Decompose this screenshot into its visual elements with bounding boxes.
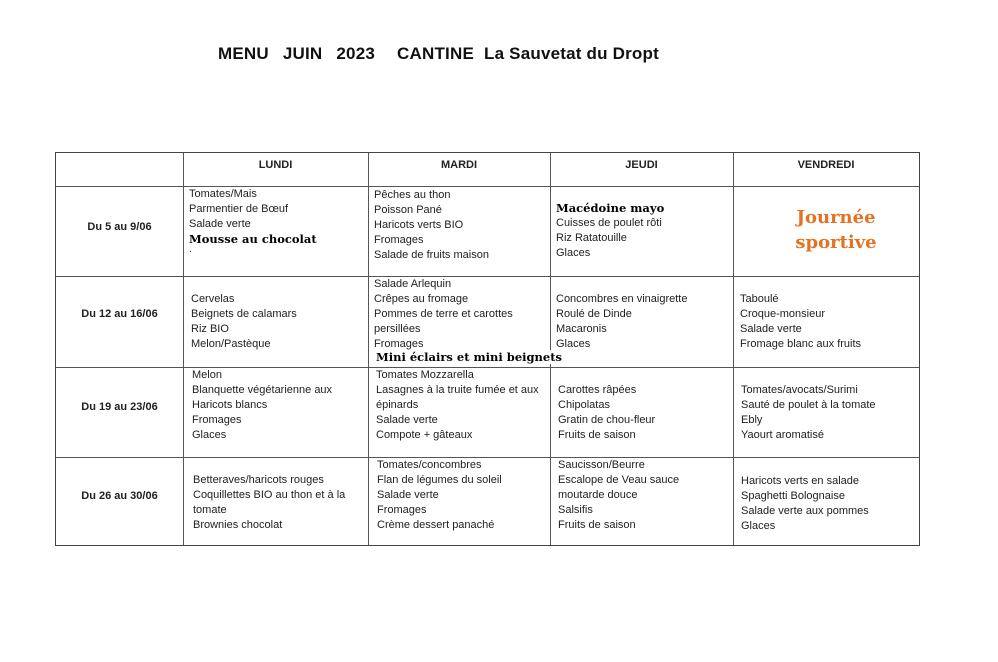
menu-item: tomate	[193, 504, 227, 516]
menu-item: Cuisses de poulet rôti	[556, 217, 662, 229]
menu-cell-w2-mardi	[374, 277, 513, 352]
menu-cell-w4-lundi	[193, 473, 345, 533]
menu-item: Tomates/Mais	[189, 188, 257, 200]
menu-item: Salade de fruits maison	[374, 249, 489, 261]
menu-item: Parmentier de Bœuf	[189, 203, 289, 215]
menu-item: Brownies chocolat	[193, 519, 283, 531]
menu-item: Salade verte	[377, 489, 439, 501]
title-menu: MENU	[218, 44, 269, 63]
menu-item: Macaronis	[556, 323, 607, 335]
menu-item: Pommes de terre et carottes	[374, 308, 513, 320]
menu-item: Melon	[192, 369, 222, 381]
week-label: Du 5 au 9/06	[87, 221, 152, 233]
menu-item: Roulé de Dinde	[556, 308, 632, 320]
menu-item: Glaces	[556, 338, 591, 350]
page-title	[218, 44, 659, 64]
menu-item: Crêpes au fromage	[374, 293, 469, 305]
menu-item: épinards	[376, 399, 419, 411]
menu-cell-w3-vendredi	[741, 383, 876, 443]
menu-item: moutarde douce	[558, 489, 638, 501]
menu-item: Fromage blanc aux fruits	[740, 338, 862, 350]
menu-item: Sauté de poulet à la tomate	[741, 399, 876, 411]
menu-cell-w4-vendredi	[741, 474, 869, 534]
title-year: 2023	[336, 44, 376, 63]
menu-item: Glaces	[741, 520, 776, 532]
menu-item: Taboulé	[740, 293, 779, 305]
menu-item: Saucisson/Beurre	[558, 459, 645, 471]
column-header-vendredi: VENDREDI	[797, 159, 855, 171]
menu-item: Glaces	[192, 429, 227, 441]
menu-item: Blanquette végétarienne aux	[192, 384, 333, 396]
menu-item: Fromages	[374, 338, 424, 350]
menu-table	[55, 152, 920, 546]
menu-item: Fruits de saison	[558, 429, 636, 441]
menu-item: Melon/Pastèque	[191, 338, 271, 350]
menu-cell-w3-lundi	[192, 368, 332, 443]
menu-item: Chipolatas	[558, 399, 610, 411]
column-header-mardi: MARDI	[440, 159, 478, 171]
menu-item: Carottes râpées	[558, 384, 637, 396]
menu-item: Riz Ratatouille	[556, 232, 627, 244]
menu-item: Lasagnes à la truite fumée et aux	[376, 384, 539, 396]
grid-line	[733, 153, 734, 545]
menu-item: Crème dessert panaché	[377, 519, 495, 531]
menu-item: Pêches au thon	[374, 189, 451, 201]
grid-line	[56, 186, 919, 187]
week-label: Du 12 au 16/06	[81, 308, 158, 320]
menu-item: Fromages	[374, 234, 424, 246]
column-header-lundi: LUNDI	[258, 159, 293, 171]
menu-item: Haricots blancs	[192, 399, 268, 411]
menu-cell-w4-mardi	[377, 458, 502, 533]
menu-item: Croque-monsieur	[740, 308, 825, 320]
menu-item: Salsifis	[558, 504, 593, 516]
menu-cell-w1-mardi	[374, 188, 489, 263]
menu-item: Cervelas	[191, 293, 235, 305]
menu-item: Salade verte	[376, 414, 438, 426]
menu-item-note: Mousse au chocolat	[189, 232, 317, 246]
menu-item: Gratin de chou-fleur	[558, 414, 656, 426]
menu-item: Fromages	[192, 414, 242, 426]
menu-cell-w3-mardi	[376, 368, 539, 443]
title-month: JUIN	[282, 44, 323, 63]
menu-item: Riz BIO	[191, 323, 229, 335]
grid-line	[183, 153, 184, 545]
special-event: Journée sportive	[795, 207, 877, 253]
menu-item: Tomates/avocats/Surimi	[741, 384, 858, 396]
menu-item: Salade verte aux pommes	[741, 505, 869, 517]
menu-item-note: Macédoine mayo	[556, 201, 665, 215]
menu-item: Haricots verts en salade	[741, 475, 859, 487]
stray-mark: .	[189, 244, 192, 255]
menu-item: Glaces	[556, 247, 591, 259]
menu-item: Tomates/concombres	[377, 459, 482, 471]
menu-item: persillées	[374, 323, 421, 335]
menu-cell-w1-jeudi	[556, 201, 664, 261]
menu-cell-w4-jeudi	[558, 458, 679, 533]
title-school: La Sauvetat du Dropt	[484, 44, 659, 63]
grid-line	[550, 153, 551, 545]
menu-item: Tomates Mozzarella	[376, 369, 474, 381]
menu-item: Fromages	[377, 504, 427, 516]
menu-item: Yaourt aromatisé	[741, 429, 824, 441]
menu-item-note-overlay: Mini éclairs et mini beignets	[376, 350, 563, 364]
week-label: Du 19 au 23/06	[81, 401, 158, 413]
menu-item: Concombres en vinaigrette	[556, 293, 688, 305]
title-cantine: CANTINE	[397, 44, 474, 63]
menu-item: Spaghetti Bolognaise	[741, 490, 845, 502]
menu-item: Beignets de calamars	[191, 308, 297, 320]
menu-item: Escalope de Veau sauce	[558, 474, 680, 486]
menu-item: Coquillettes BIO au thon et à la	[193, 489, 346, 501]
menu-item: Compote + gâteaux	[376, 429, 473, 441]
menu-cell-w2-vendredi	[740, 292, 861, 352]
menu-cell-w2-jeudi	[556, 292, 687, 352]
menu-item: Salade verte	[740, 323, 802, 335]
menu-item: Haricots verts BIO	[374, 219, 464, 231]
menu-item: Salade Arlequin	[374, 278, 452, 290]
grid-line	[368, 153, 369, 545]
menu-item: Flan de légumes du soleil	[377, 474, 502, 486]
menu-item: Betteraves/haricots rouges	[193, 474, 324, 486]
menu-item: Poisson Pané	[374, 204, 442, 216]
menu-item: Salade verte	[189, 218, 251, 230]
menu-cell-w1-lundi	[189, 187, 317, 253]
menu-cell-w3-jeudi	[558, 383, 655, 443]
menu-item: Ebly	[741, 414, 763, 426]
week-label: Du 26 au 30/06	[81, 490, 158, 502]
menu-cell-w2-lundi	[191, 292, 297, 352]
column-header-jeudi: JEUDI	[625, 159, 658, 171]
menu-item: Fruits de saison	[558, 519, 636, 531]
